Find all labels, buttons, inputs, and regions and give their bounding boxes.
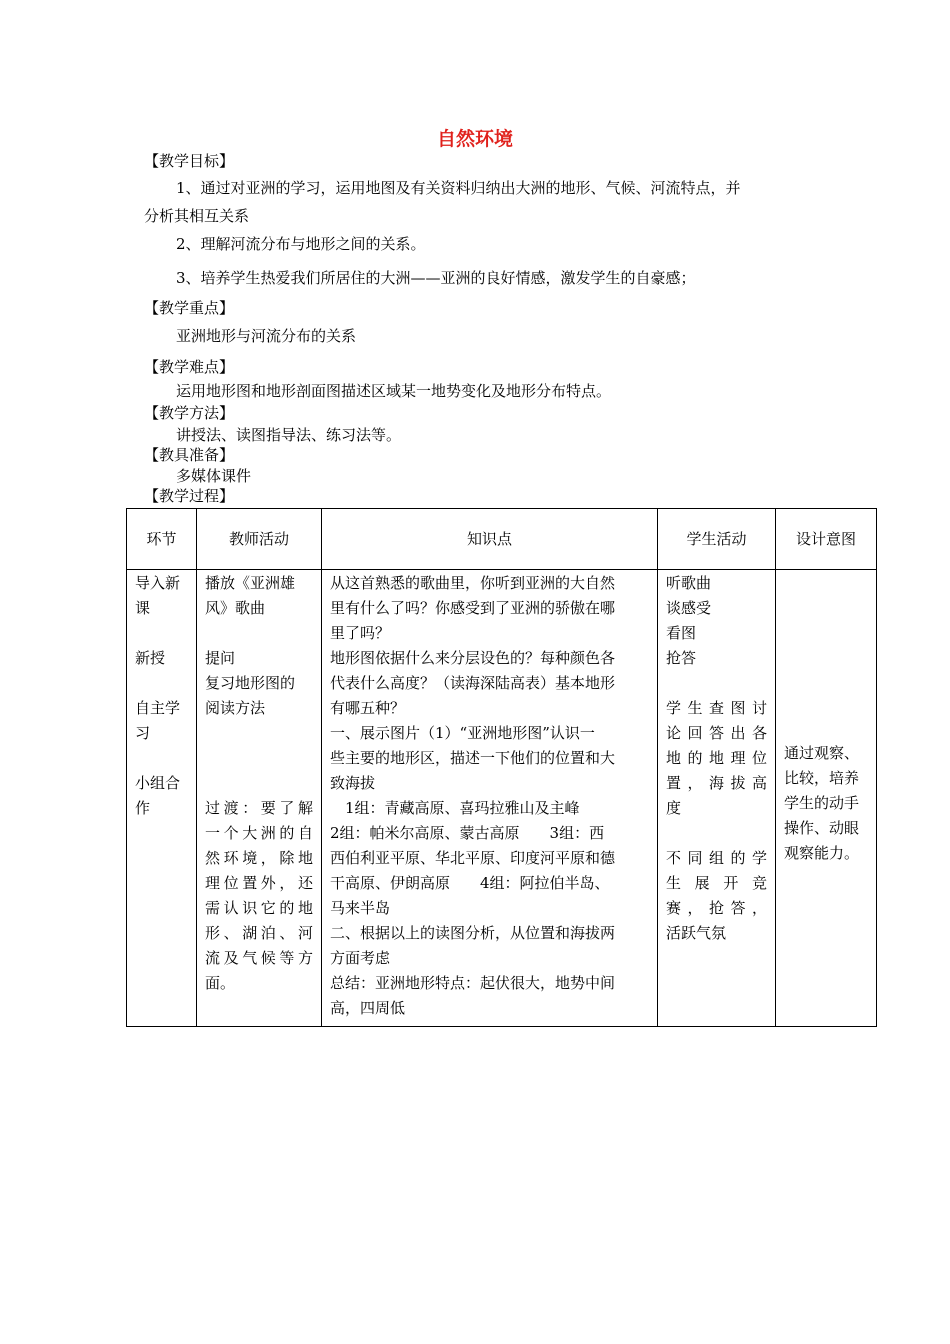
cell-line: 学生的动手 (784, 794, 860, 812)
cell-line: 二、根据以上的读图分析，从位置和海拔两 (330, 924, 616, 942)
design-intent-cell (776, 570, 877, 1027)
cell-line: 提问 (205, 649, 236, 667)
cell-line: 听歌曲 (666, 574, 712, 592)
cell-line: 活跃气氛 (666, 924, 727, 942)
student-activity-cell (658, 570, 776, 1027)
cell-line: 干高原、伊朗高原 4组：阿拉伯半岛、 (330, 874, 610, 892)
header-teacher-activity: 教师活动 (197, 509, 322, 570)
cell-line: 赛，抢答， (666, 899, 767, 917)
goal-2: 2、理解河流分布与地形之间的关系。 (176, 235, 426, 253)
methods-text: 讲授法、读图指导法、练习法等。 (176, 426, 402, 444)
cell-line: 习 (135, 724, 151, 742)
cell-line: 不同组的学 (666, 849, 767, 867)
cell-line: 导入新 (135, 574, 181, 592)
teaching-process-table (126, 508, 877, 1027)
goal-1-line-1: 1、通过对亚洲的学习，运用地图及有关资料归纳出大洲的地形、气候、河流特点，并 (176, 179, 741, 197)
cell-line: 2组：帕米尔高原、蒙古高原 3组：西 (330, 824, 605, 842)
cell-line: 理位置外，还 (205, 874, 313, 892)
goals-heading: 【教学目标】 (144, 152, 235, 170)
key-points-text: 亚洲地形与河流分布的关系 (176, 327, 357, 345)
cell-line: 过渡：要了解 (205, 799, 313, 817)
knowledge-cell (322, 570, 658, 1027)
tools-heading: 【教具准备】 (144, 446, 235, 464)
methods-heading: 【教学方法】 (144, 404, 235, 422)
header-student-activity: 学生活动 (658, 509, 776, 570)
cell-line: 置，海拔高 (666, 774, 767, 792)
difficulties-text: 运用地形图和地形剖面图描述区域某一地势变化及地形分布特点。 (176, 382, 612, 400)
cell-line: 阅读方法 (205, 699, 266, 717)
cell-line: 复习地形图的 (205, 674, 296, 692)
cell-line: 有哪五种？ (330, 699, 406, 717)
cell-line: 从这首熟悉的歌曲里，你听到亚洲的大自然 (330, 574, 616, 592)
cell-line: 观察能力。 (784, 844, 860, 862)
cell-line: 面。 (205, 974, 236, 992)
process-heading: 【教学过程】 (144, 487, 235, 505)
cell-line: 形、湖泊、河 (205, 924, 313, 942)
cell-line: 操作、动眼 (784, 819, 860, 837)
cell-line: 地的地理位 (666, 749, 767, 767)
goal-1-line-2: 分析其相互关系 (144, 207, 250, 225)
table-row (127, 570, 877, 1027)
header-design-intent: 设计意图 (776, 509, 877, 570)
stage-cell (127, 570, 197, 1027)
cell-line: 自主学 (135, 699, 181, 717)
cell-line: 生展开竞 (666, 874, 767, 892)
cell-line: 小组合 (135, 774, 181, 792)
cell-line: 一、展示图片（1）“亚洲地形图”认识一 (330, 724, 595, 742)
cell-line: 流及气候等方 (205, 949, 313, 967)
cell-line: 1组：青藏高原、喜玛拉雅山及主峰 (345, 799, 580, 817)
cell-line: 度 (666, 799, 682, 817)
cell-line: 风》歌曲 (205, 599, 266, 617)
cell-line: 总结：亚洲地形特点：起伏很大，地势中间 (330, 974, 616, 992)
cell-line: 谈感受 (666, 599, 712, 617)
cell-line: 论回答出各 (666, 724, 767, 742)
goal-3: 3、培养学生热爱我们所居住的大洲——亚洲的良好情感，激发学生的自豪感； (176, 269, 696, 287)
cell-line: 些主要的地形区，描述一下他们的位置和大 (330, 749, 616, 767)
cell-line: 作 (135, 799, 151, 817)
cell-line: 方面考虑 (330, 949, 391, 967)
header-knowledge: 知识点 (322, 509, 658, 570)
cell-line: 通过观察、 (784, 744, 860, 762)
table-header-row (127, 509, 877, 570)
difficulties-heading: 【教学难点】 (144, 358, 235, 376)
cell-line: 里有什么了吗？你感受到了亚洲的骄傲在哪 (330, 599, 616, 617)
cell-line: 课 (135, 599, 151, 617)
tools-text: 多媒体课件 (176, 467, 252, 485)
cell-line: 致海拔 (330, 774, 376, 792)
cell-line: 播放《亚洲雄 (205, 574, 296, 592)
cell-line: 学生查图讨 (666, 699, 767, 717)
cell-line: 西伯利亚平原、华北平原、印度河平原和德 (330, 849, 616, 867)
cell-line: 马来半岛 (330, 899, 391, 917)
key-points-heading: 【教学重点】 (144, 299, 235, 317)
cell-line: 看图 (666, 624, 697, 642)
cell-line: 抢答 (666, 649, 697, 667)
teacher-activity-cell (197, 570, 322, 1027)
cell-line: 地形图依据什么来分层设色的？每种颜色各 (330, 649, 616, 667)
page-title: 自然环境 (436, 128, 513, 150)
header-stage: 环节 (127, 509, 197, 570)
cell-line: 需认识它的地 (205, 899, 313, 917)
cell-line: 新授 (135, 649, 166, 667)
cell-line: 然环境，除地 (205, 849, 313, 867)
cell-line: 高，四周低 (330, 999, 406, 1017)
cell-line: 里了吗？ (330, 624, 391, 642)
cell-line: 代表什么高度？（读海深陆高表）基本地形 (330, 674, 616, 692)
cell-line: 一个大洲的自 (205, 824, 313, 842)
cell-line: 比较，培养 (784, 769, 860, 787)
